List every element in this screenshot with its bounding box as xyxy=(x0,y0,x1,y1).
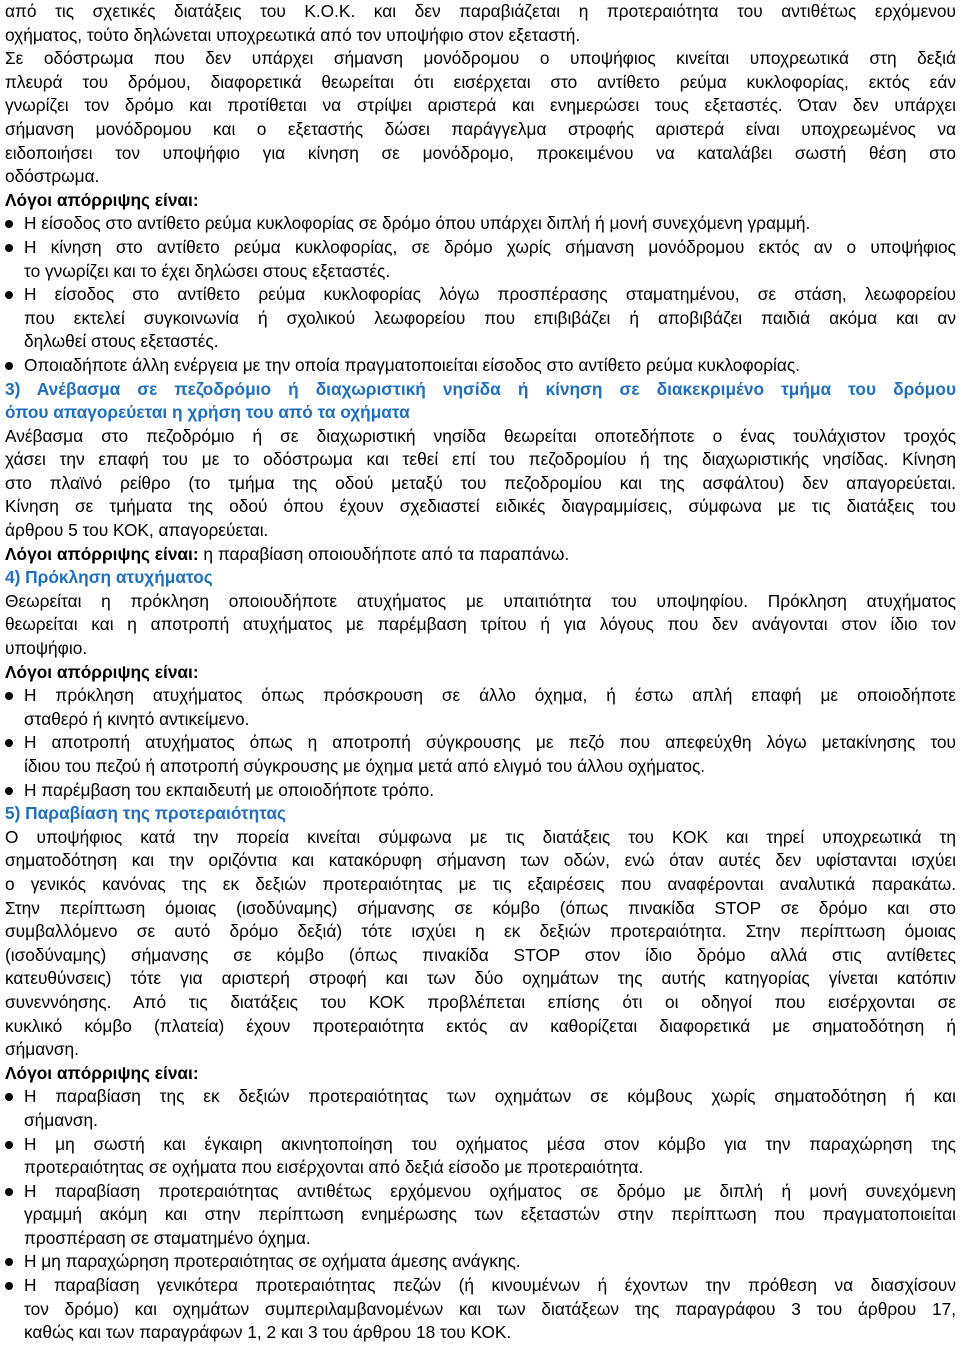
text-line: Η είσοδος στο αντίθετο ρεύμα κυκλοφορίας σε δρόμο όπου υπάρχει διπλή ή μονή συνεχόμενη γραμμή. xyxy=(24,213,811,234)
text-line: τον δρόμο) και οχημάτων συμπεριλαμβανομένων και των διατάξεων της παραγράφου 3 του άρθρου 17, xyxy=(24,1298,956,1319)
list-item xyxy=(5,354,956,378)
section-3-paragraph xyxy=(5,425,956,543)
text-line: Θεωρείται η πρόκληση οποιουδήποτε ατυχήματος με υπαιτιότητα του υποψηφίου. Πρόκληση ατυχήματος xyxy=(5,590,956,611)
text-line: Η παραβίαση προτεραιότητας αντιθέτως ερχόμενου οχήματος σε δρόμο με διπλή ή μονή συνεχόμενη xyxy=(24,1180,956,1201)
text-line: που εκτελεί συγκοινωνία ή σχολικού λεωφορείου που επιβιβάζει ή αποβιβάζει παιδιά ακόμα και αν xyxy=(24,307,956,328)
text-line: σηματοδότηση και την οριζόντια και κατακόρυφη σήμανση των οδών, ενώ όταν αυτές δεν υφίστανται ισχύει xyxy=(5,850,956,871)
list-item xyxy=(5,1085,956,1132)
text-line: στο πλαϊνό ρείθρο (το τμήμα της οδού μεταξύ του πεζοδρομίου και της ασφάλτου) δεν απαγορεύεται. xyxy=(5,472,956,493)
list-item xyxy=(5,1133,956,1180)
text-line: σήμανση μονόδρομου και ο εξεταστής δώσει παράγγελμα στροφής αριστερά είναι υποχρεωμένος να xyxy=(5,118,956,139)
text-line: προσπέραση σε σταματημένο όχημα. xyxy=(24,1227,311,1248)
text-line: προτεραιότητας σε οχήματα που εισέρχονται από δεξιά είσοδο με προτεραιότητα. xyxy=(24,1157,644,1178)
list-item xyxy=(5,1274,956,1345)
text-line: ειδοποιήσει τον υποψήφιο για κίνηση σε μονόδρομο, προκειμένου να καταλάβει σωστή θέση στο xyxy=(5,142,956,163)
rejection-reasons-label: Λόγοι απόρριψης είναι: xyxy=(5,543,199,564)
rejection-reasons-label: Λόγοι απόρριψης είναι: xyxy=(5,661,199,682)
text-line: Οποιαδήποτε άλλη ενέργεια με την οποία πραγματοποιείται είσοδος στο αντίθετο ρεύμα κυκλοφορίας. xyxy=(24,354,801,375)
bullet-icon xyxy=(5,362,13,370)
section-5-paragraph xyxy=(5,826,956,1062)
text-line: καθώς και των παραγράφων 1, 2 και 3 του άρθρου 18 του ΚΟΚ. xyxy=(24,1322,512,1343)
section-4-paragraph xyxy=(5,590,956,661)
text-line: σήμανση. xyxy=(24,1109,98,1130)
text-line: Στην περίπτωση όμοιας (ισοδύναμης) σήμανσης σε κόμβο (όπως πινακίδα STOP σε δρόμο και στο xyxy=(5,897,956,918)
list-item xyxy=(5,779,956,803)
text-line: Η παραβίαση της εκ δεξιών προτεραιότητας των οχημάτων σε κόμβους χωρίς σηματοδότηση ή και xyxy=(24,1086,956,1107)
text-line: οδόστρωμα. xyxy=(5,166,100,187)
text-line: δηλωθεί στους εξεταστές. xyxy=(24,331,219,352)
list-item xyxy=(5,1250,956,1274)
list-item xyxy=(5,283,956,354)
text-line: θεωρείται και η αποτροπή ατυχήματος με παρέμβαση τρίτου ή για λόγους που δεν ανάγονται στον ίδιο τον xyxy=(5,614,956,635)
text-line: ίδιου του πεζού ή αποτροπή σύγκρουσης με όχημα μετά από ελιγμό του άλλου οχήματος. xyxy=(24,756,706,776)
text-line: κυκλικό κόμβο (πλατεία) έχουν προτεραιότητα εκτός αν καθορίζεται διαφορετικά με σηματοδότηση ή xyxy=(5,1015,956,1036)
text-line: Η παρέμβαση του εκπαιδευτή με οποιοδήποτε τρόπο. xyxy=(24,779,435,800)
text-line: σήμανση. xyxy=(5,1039,79,1060)
text-line: οχήματος, τούτο δηλώνεται υποχρεωτικά από τον υποψήφιο στον εξεταστή. xyxy=(5,24,581,45)
text-line: άρθρου 5 του ΚΟΚ, απαγορεύεται. xyxy=(5,520,269,541)
section-5-reasons-list xyxy=(5,1085,956,1345)
text-line: υποψήφιο. xyxy=(5,638,88,659)
text-line: συμβαλλόμενο σε αυτό δρόμο δεξιά) τότε ισχύει η εκ δεξιών προτεραιότητα. Στην περίπτωση όμοιας xyxy=(5,921,956,942)
text-line: Η μη παραχώρηση προτεραιότητας σε οχήματα άμεσης ανάγκης. xyxy=(24,1251,521,1272)
bullet-icon xyxy=(5,1258,13,1266)
section-3-heading xyxy=(5,378,956,425)
text-line: Η μη σωστή και έγκαιρη ακινητοποίηση του οχήματος μέσα στον κόμβο για την παραχώρηση της xyxy=(24,1133,956,1154)
bullet-icon xyxy=(5,220,13,228)
text-line: Η αποτροπή ατυχήματος όπως η αποτροπή σύγκρουσης με πεζό που απεφεύχθη λόγω μετακίνησης του xyxy=(24,732,956,753)
list-item xyxy=(5,236,956,283)
text-line: Η είσοδος στο αντίθετο ρεύμα κυκλοφορίας λόγω προσπέρασης σταματημένου, σε στάση, λεωφορείου xyxy=(24,284,956,305)
bullet-icon xyxy=(5,1093,13,1101)
bullet-icon xyxy=(5,244,13,252)
bullet-icon xyxy=(5,787,13,795)
bullet-icon xyxy=(5,1141,13,1149)
text-line: συνεννόησης. Από τις διατάξεις του ΚΟΚ προβλέπεται επίσης ότι οι οδηγοί που εισέρχονται σε xyxy=(5,991,956,1012)
text-line: ο γενικός κανόνας της εκ δεξιών προτεραιότητας με τις εξαιρέσεις που αναφέρονται αναλυτικά παρακάτω. xyxy=(5,873,956,894)
bullet-icon xyxy=(5,1282,13,1290)
text-line: πλευρά του δρόμου, διαφορετικά θεωρείται ότι εισέρχεται στο αντίθετο ρεύμα κυκλοφορίας, εκτός εάν xyxy=(5,71,956,92)
text-line: γνωρίζει τον δρόμο και προτίθεται να στρίψει αριστερά και ενημερώσει τους εξεταστές. Όταν δεν υπάρχει xyxy=(5,95,956,116)
intro-reasons-list xyxy=(5,212,956,377)
text-line: γραμμή ακόμη και στην περίπτωση ενημέρωσης των εξεταστών στην περίπτωση που πραγματοποιείται xyxy=(24,1204,956,1225)
list-item xyxy=(5,684,956,731)
list-item xyxy=(5,731,956,778)
heading-line: όπου απαγορεύεται η χρήση του από τα οχήματα xyxy=(5,402,410,423)
list-item xyxy=(5,1180,956,1251)
rejection-reasons-text: η παραβίαση οποιουδήποτε από τα παραπάνω. xyxy=(198,543,570,564)
text-line: σταθερό ή κινητό αντικείμενο. xyxy=(24,708,250,729)
intro-continuation xyxy=(5,0,956,47)
text-line: Η κίνηση στο αντίθετο ρεύμα κυκλοφορίας, σε δρόμο χωρίς σήμανση μονόδρομου εκτός αν ο υποψήφιος xyxy=(24,236,956,257)
text-line: (ισοδύναμης) σήμανσης σε κόμβο (όπως πινακίδα STOP στον ίδιο δρόμο αλλά στις αντίθετες xyxy=(5,944,956,965)
text-line: κατευθύνσεις) τότε για αριστερή στροφή και των δύο οχημάτων της αυτής κατηγορίας γίνεται κατόπιν xyxy=(5,968,956,989)
text-line: Κίνηση σε τμήματα της οδού όπου έχουν σχεδιαστεί ειδικές διαγραμμίσεις, σύμφωνα με τις διατάξεις του xyxy=(5,496,956,517)
bullet-icon xyxy=(5,739,13,747)
heading-line: 3) Ανέβασμα σε πεζοδρόμιο ή διαχωριστική νησίδα ή κίνηση σε διακεκριμένο τμήμα του δρόμου xyxy=(5,378,956,399)
one-way-paragraph xyxy=(5,47,956,189)
section-3-reasons xyxy=(5,543,956,567)
text-line: Η παραβίαση γενικότερα προτεραιότητας πεζών (ή κινουμένων ή έχοντων την πρόθεση να διασχίσουν xyxy=(24,1275,956,1296)
list-item xyxy=(5,212,956,236)
bullet-icon xyxy=(5,291,13,299)
rejection-reasons-label: Λόγοι απόρριψης είναι: xyxy=(5,1062,199,1083)
section-4-reasons-list xyxy=(5,684,956,802)
bullet-icon xyxy=(5,1188,13,1196)
bullet-icon xyxy=(5,692,13,700)
text-line: Ο υποψήφιος κατά την πορεία κινείται σύμφωνα με τις διατάξεις του ΚΟΚ και τηρεί υποχρεωτικά τη xyxy=(5,826,956,847)
rejection-reasons-label: Λόγοι απόρριψης είναι: xyxy=(5,189,199,210)
section-4-heading: 4) Πρόκληση ατυχήματος xyxy=(5,567,213,588)
text-line: από τις σχετικές διατάξεις του Κ.Ο.Κ. και δεν παραβιάζεται η προτεραιότητα του αντιθέτως ερχόμενου xyxy=(5,1,956,21)
text-line: Σε οδόστρωμα που δεν υπάρχει σήμανση μονόδρομου ο υποψήφιος κινείται υποχρεωτικά στη δεξιά xyxy=(5,48,956,69)
text-line: Η πρόκληση ατυχήματος όπως πρόσκρουση σε άλλο όχημα, ή έστω απλή επαφή με οποιοδήποτε xyxy=(24,685,956,706)
text-line: το γνωρίζει και το έχει δηλώσει στους εξεταστές. xyxy=(24,260,391,281)
text-line: χάσει την επαφή του με το οδόστρωμα και τεθεί επί του πεζοδρομίου ή της διαχωριστικής νησίδας. Κίνηση xyxy=(5,449,956,470)
text-line: Ανέβασμα στο πεζοδρόμιο ή σε διαχωριστική νησίδα θεωρείται οποτεδήποτε ο ένας τουλάχιστον τροχός xyxy=(5,425,956,446)
section-5-heading: 5) Παραβίαση της προτεραιότητας xyxy=(5,803,287,824)
